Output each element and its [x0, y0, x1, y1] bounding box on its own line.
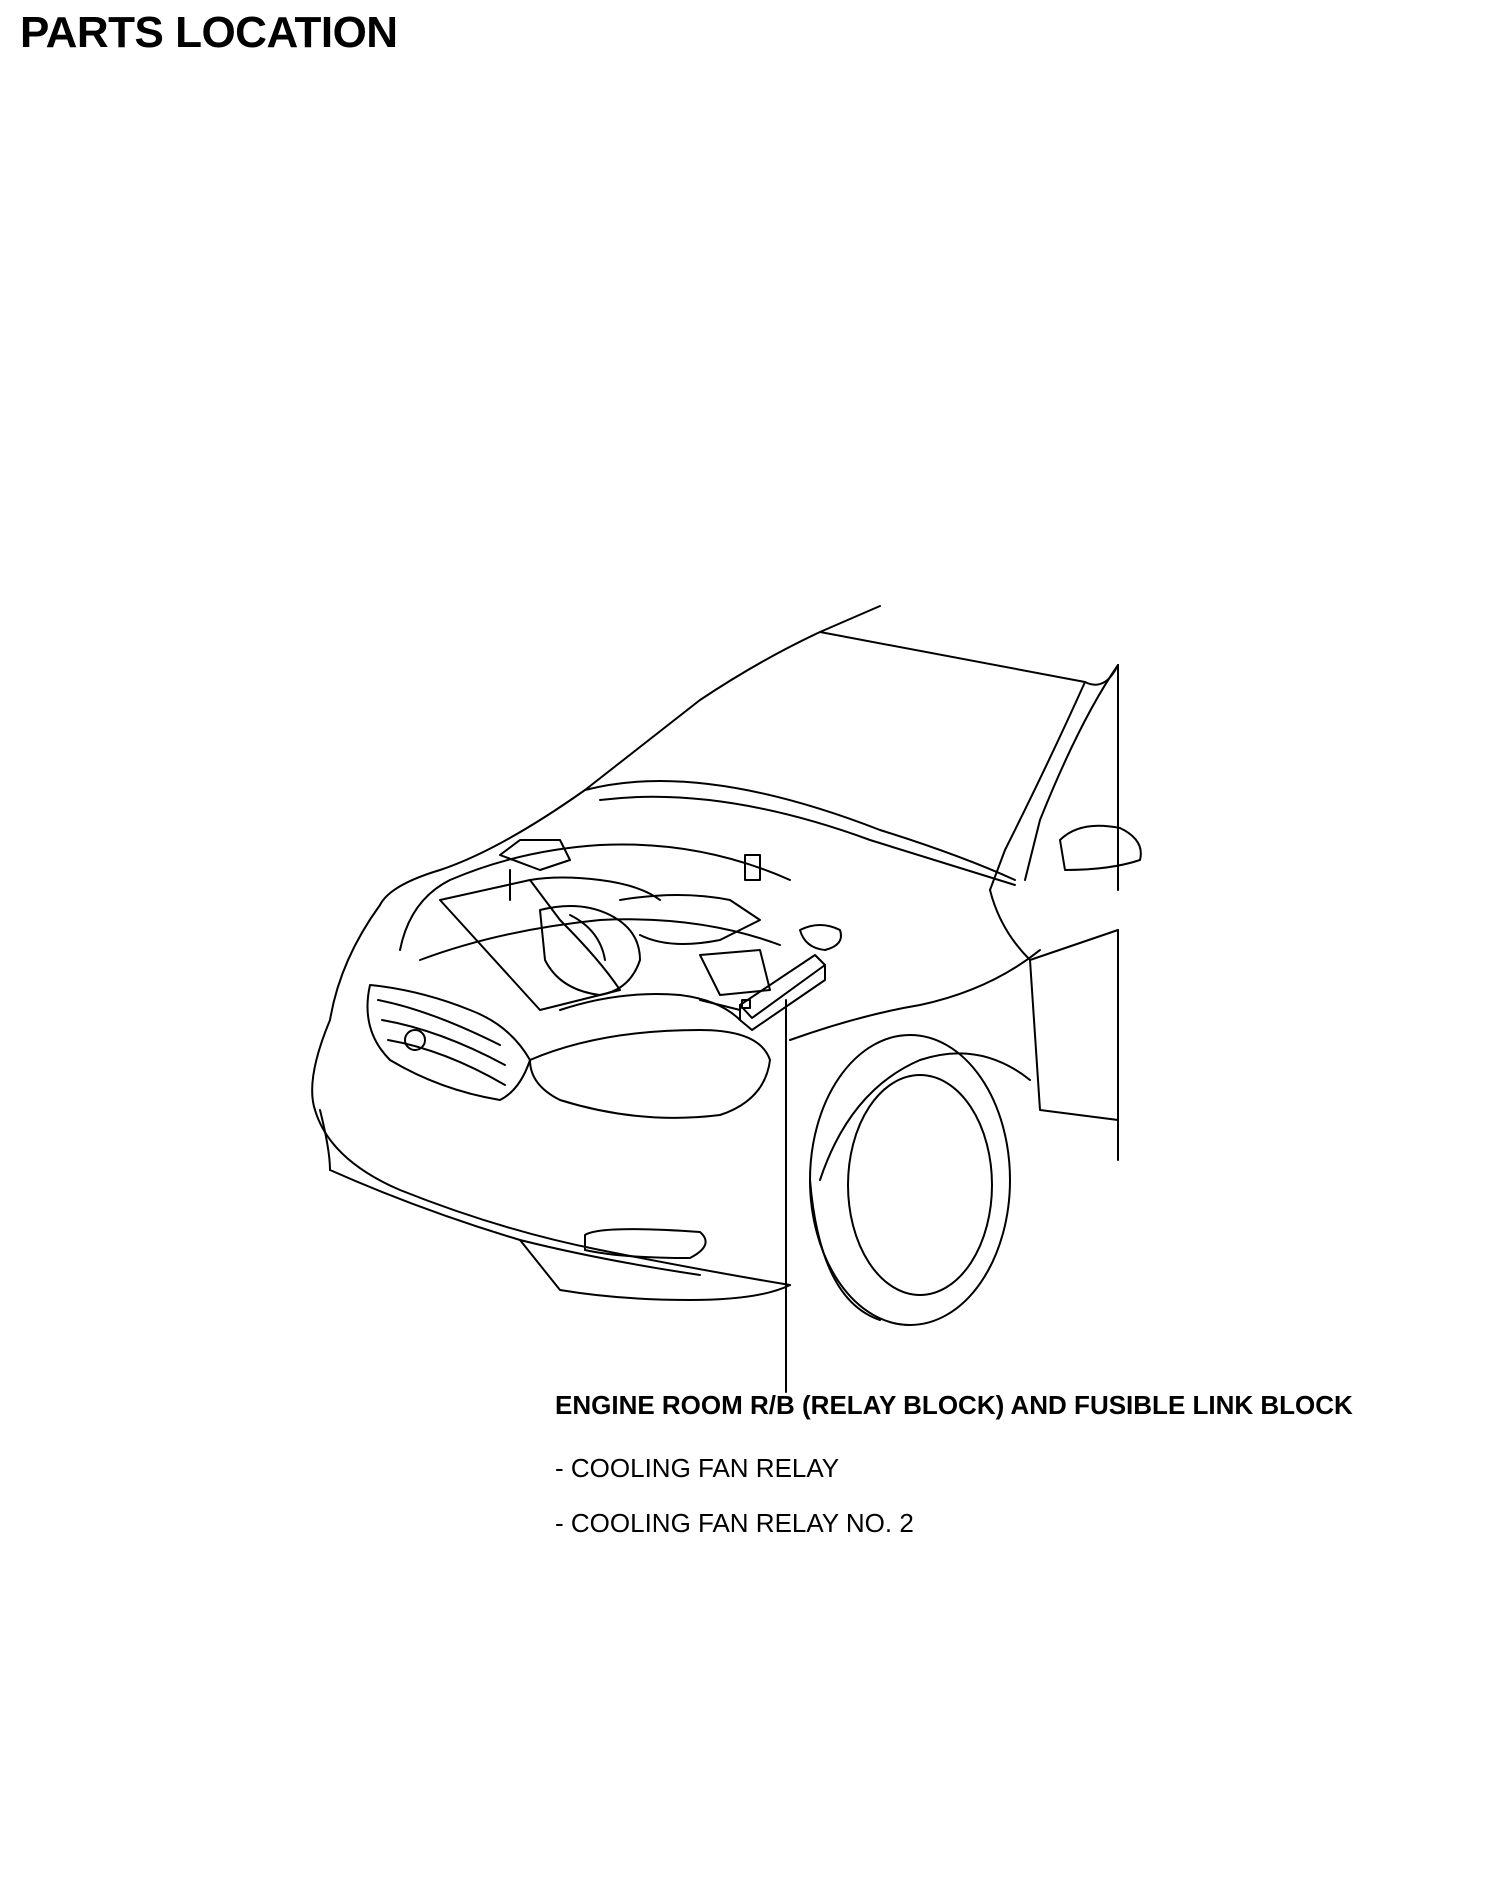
front-wheel: [810, 1035, 1010, 1325]
callout-heading: ENGINE ROOM R/B (RELAY BLOCK) AND FUSIBLE LINK BLOCK: [555, 1390, 1353, 1420]
callout-item-1: - COOLING FAN RELAY: [555, 1453, 840, 1483]
callout: [555, 1390, 1353, 1563]
callout-item-2: - COOLING FAN RELAY NO. 2: [555, 1508, 914, 1538]
engine-bay: [400, 840, 841, 1020]
page-title: PARTS LOCATION: [20, 8, 398, 57]
